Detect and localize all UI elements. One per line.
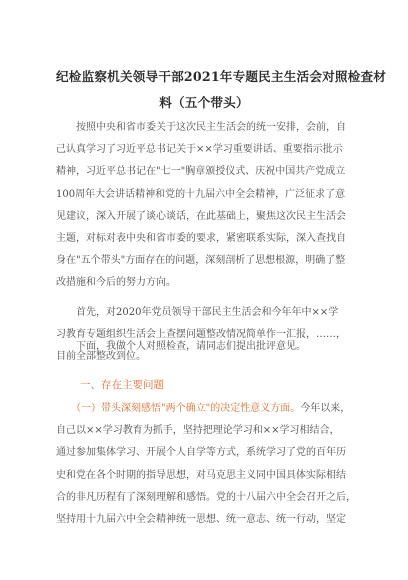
text-line: 合的非凡历程有了深刻理解和感悟。党的十八届六中全会召开之后，: [56, 491, 356, 503]
text-line: 习教育专题组织生活会上查摆问题整改情况简单作一汇报，……，: [56, 329, 346, 341]
text-line: 自己以××学习教育为抓手，坚持把理论学习和××学习相结合，: [56, 425, 340, 437]
text-line: 目前全部整改到位。: [56, 351, 146, 363]
section-heading: 一、存在主要问题: [80, 379, 164, 391]
text-line: 按照中央和省市委关于这次民主生活会的统一安排，会前，自: [56, 122, 346, 133]
text-span: 今年以来，: [300, 403, 351, 414]
title-line: 纪检监察机关领导干部2021年专题民主生活会对照检查材: [56, 69, 387, 84]
text-line: 身在"五个带头"方面存在的问题，深刻剖析了思想根源，明确了整: [56, 255, 346, 267]
paragraph-transition: [56, 336, 356, 358]
text-line: 通过参加集体学习、开展个人自学等方式，系统学习了党的百年历: [56, 447, 346, 459]
text-line: 改措施和今后的努力方向。: [56, 277, 176, 289]
text-line: 主题，对标对表中央和省市委的要求，紧密联系实际，深入查找自: [56, 232, 346, 244]
title-line: 料（五个带头）: [159, 95, 249, 110]
paragraph-intro: [56, 117, 356, 295]
subheading: （一）带头深刻感悟"两个确立"的决定性意义方面。: [76, 403, 301, 414]
text-line: 100周年大会讲话精神和党的十九届六中全会精神，广泛征求了意: [56, 188, 346, 200]
text-line: 精神，习近平总书记在"七一"胸章颁授仪式、庆祝中国共产党成立: [56, 166, 346, 178]
text-line: 史和党在各个时期的指导思想，对马克思主义同中国具体实际相结: [56, 469, 346, 481]
text-line: 己认真学习了习近平总书记关于××学习重要讲话、重要指示批示: [56, 144, 343, 156]
text-line: 下面，我做个人对照检查，请同志们提出批评意见。: [56, 341, 306, 352]
document-title: [56, 64, 387, 116]
paragraph-issues: [56, 398, 356, 531]
text-line: 见建议，深入开展了谈心谈话，在此基础上，聚焦这次民主生活会: [56, 210, 346, 222]
text-line: 首先，对2020年党员领导干部民主生活会和今年年中××学: [56, 307, 339, 318]
text-line: [56, 398, 356, 420]
text-line: 坚持用十九届六中全会精神统一思想、统一意志、统一行动，坚定: [56, 513, 346, 525]
